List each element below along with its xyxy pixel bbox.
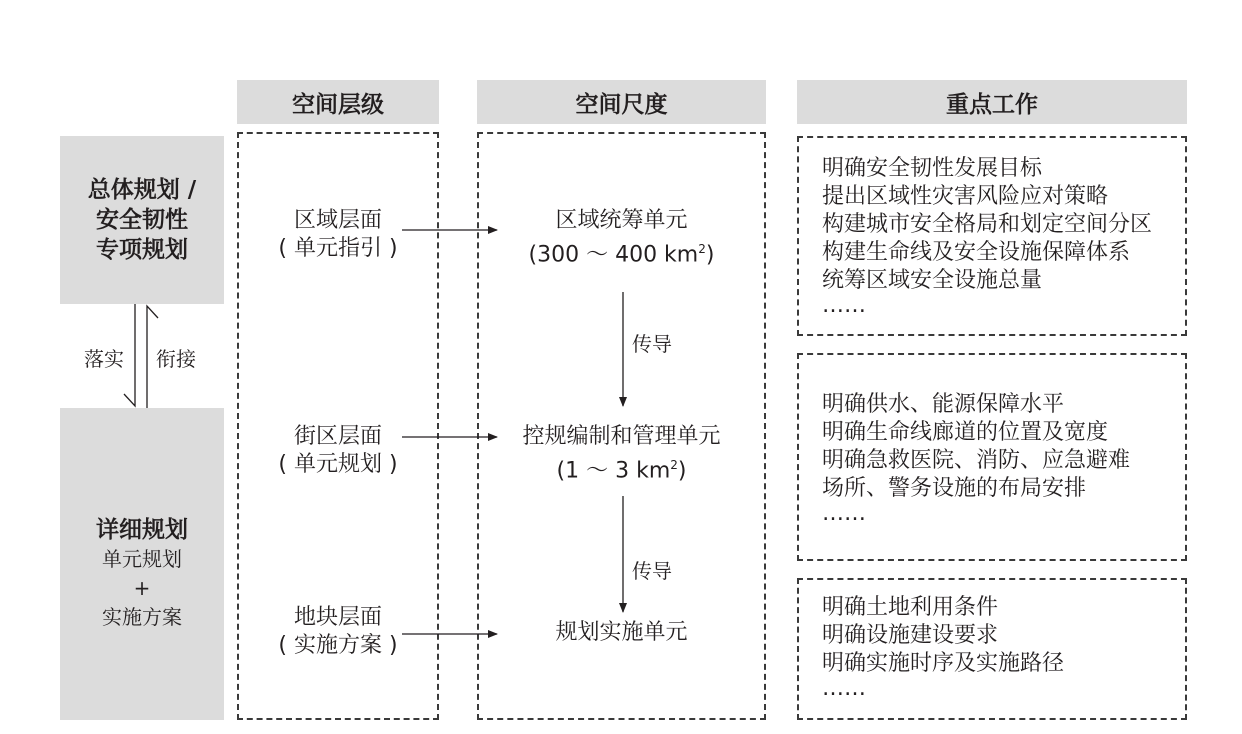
header-key-work-label: 重点工作 — [946, 91, 1038, 118]
level-regional-name: 区域层面 — [293, 208, 382, 233]
level-block-sub: ( 单元规划 ) — [278, 452, 398, 477]
work-item: 统筹区域安全设施总量 — [822, 268, 1043, 293]
header-spatial-level-label: 空间层级 — [292, 91, 384, 118]
work-item: 提出区域性灾害风险应对策略 — [822, 184, 1109, 209]
work-item: 明确供水、能源保障水平 — [822, 392, 1065, 417]
scale-regional-size-text: (300 ～ 400 km — [528, 242, 699, 268]
work-item: 构建城市安全格局和划定空间分区 — [822, 212, 1153, 237]
level-plot-name: 地块层面 — [293, 605, 382, 630]
master-plan-line-2: 安全韧性 — [96, 207, 188, 233]
work-item-ellipsis: …… — [822, 676, 866, 701]
scale-regional-size-sup: 2 — [698, 242, 706, 256]
work-item: 明确实施时序及实施路径 — [822, 651, 1065, 676]
header-spatial-scale-label: 空间尺度 — [575, 91, 668, 118]
scale-control-unit-name: 控规编制和管理单元 — [522, 424, 721, 449]
transfer-label-2: 传导 — [632, 559, 672, 583]
work-item: 明确急救医院、消防、应急避难 — [822, 448, 1131, 473]
master-plan-line-3: 专项规划 — [96, 237, 188, 263]
work-item: 明确生命线廊道的位置及宽度 — [822, 420, 1109, 445]
scale-control-size-close: ) — [677, 458, 687, 484]
work-item: 构建生命线及安全设施保障体系 — [822, 240, 1131, 265]
master-plan-line-1: 总体规划 / — [87, 177, 197, 203]
level-regional-sub: ( 单元指引 ) — [278, 236, 398, 261]
detailed-plan-line-1: 单元规划 — [102, 546, 182, 571]
arrow-connect-up — [147, 306, 158, 408]
detailed-plan-line-2: + — [133, 575, 151, 600]
scale-regional-unit-name: 区域统筹单元 — [555, 208, 688, 233]
implement-label: 落实 — [84, 347, 124, 371]
scale-regional-size-close: ) — [705, 242, 715, 268]
connect-label: 衔接 — [156, 347, 196, 371]
scale-implementation-unit-name: 规划实施单元 — [555, 620, 688, 645]
work-item: 明确安全韧性发展目标 — [822, 156, 1043, 181]
work-item: 明确设施建设要求 — [822, 623, 999, 648]
scale-control-size-sup: 2 — [670, 458, 678, 472]
scale-control-size-text: (1 ～ 3 km — [556, 458, 671, 484]
level-block-name: 街区层面 — [293, 424, 382, 449]
level-plot-sub: ( 实施方案 ) — [278, 633, 398, 658]
transfer-label-1: 传导 — [632, 332, 672, 356]
detailed-plan-line-3: 实施方案 — [102, 604, 182, 629]
detailed-plan-title: 详细规划 — [96, 516, 188, 543]
work-item: 场所、警务设施的布局安排 — [822, 476, 1087, 501]
work-item-ellipsis: …… — [822, 293, 866, 318]
work-item: 明确土地利用条件 — [822, 595, 999, 620]
arrow-implement-down — [124, 304, 135, 406]
work-item-ellipsis: …… — [822, 501, 866, 526]
